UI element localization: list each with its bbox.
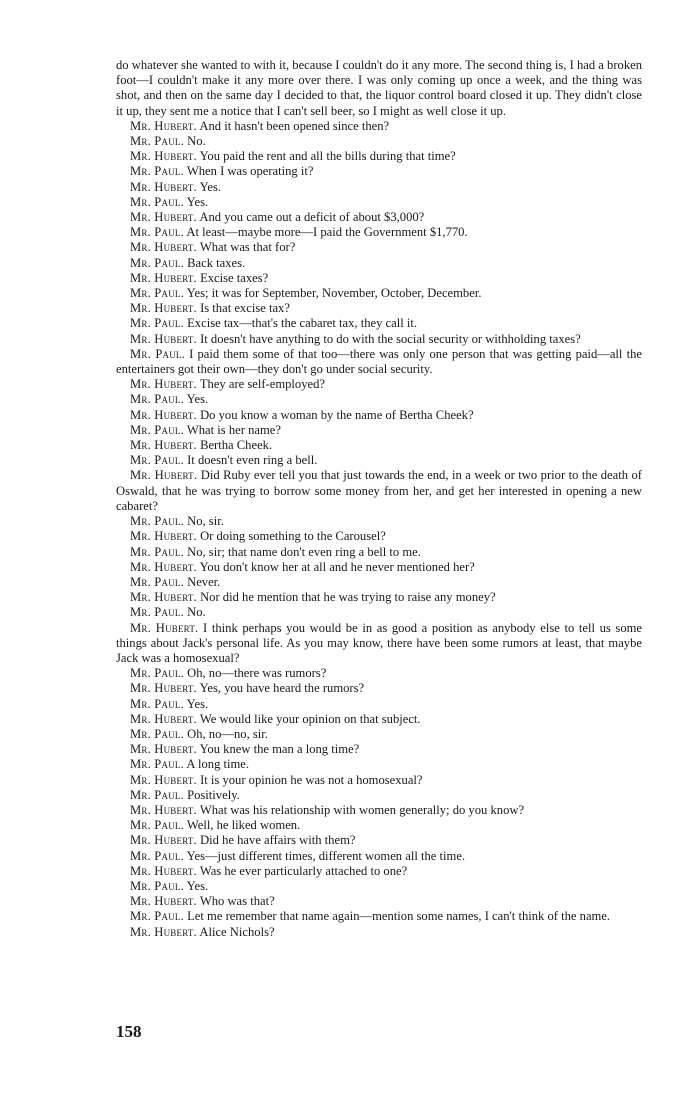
testimony-line	[116, 864, 642, 879]
testimony-text: Yes.	[186, 194, 209, 209]
testimony-text: Yes.	[199, 179, 222, 194]
speaker-label: Mr. Hubert.	[130, 802, 197, 817]
testimony-text: Bertha Cheek.	[200, 438, 273, 453]
speaker-label: Mr. Hubert.	[130, 179, 197, 194]
testimony-line	[116, 438, 642, 453]
testimony-line	[116, 316, 642, 331]
speaker-label: Mr. Paul.	[130, 666, 184, 681]
testimony-text: Did Ruby ever tell you that just towards the end, in a week or two prior to the death of Oswald, that he was trying to borrow some money from her, and get her interested in opening a new cabaret?	[116, 468, 642, 513]
testimony-text: No, sir.	[187, 514, 224, 529]
testimony-exchanges	[116, 119, 642, 940]
testimony-line	[116, 545, 642, 560]
speaker-label: Mr. Hubert.	[130, 240, 197, 255]
testimony-line	[116, 271, 642, 286]
testimony-line	[116, 818, 642, 833]
testimony-line	[116, 757, 642, 772]
speaker-label: Mr. Hubert.	[130, 301, 197, 316]
testimony-line	[116, 788, 642, 803]
testimony-line	[116, 453, 642, 468]
testimony-text: Yes.	[186, 878, 209, 893]
speaker-label: Mr. Hubert.	[130, 149, 197, 164]
testimony-text: Oh, no—there was rumors?	[187, 666, 327, 681]
testimony-text: And it hasn't been opened since then?	[199, 118, 390, 133]
testimony-line	[116, 164, 642, 179]
speaker-label: Mr. Paul.	[130, 194, 184, 209]
speaker-label: Mr. Hubert.	[130, 559, 197, 574]
testimony-text: No, sir; that name don't even ring a bell to me.	[187, 544, 421, 559]
testimony-text: No.	[187, 605, 206, 620]
speaker-label: Mr. Hubert.	[130, 681, 197, 696]
testimony-line	[116, 286, 642, 301]
testimony-line	[116, 256, 642, 271]
testimony-text: They are self-employed?	[199, 377, 326, 392]
testimony-line	[116, 742, 642, 757]
testimony-text: Or doing something to the Carousel?	[200, 529, 386, 544]
testimony-text: Do you know a woman by the name of Bertha Cheek?	[200, 407, 474, 422]
testimony-line	[116, 392, 642, 407]
testimony-line	[116, 240, 642, 255]
testimony-text: Positively.	[187, 787, 240, 802]
testimony-line	[116, 590, 642, 605]
speaker-label: Mr. Hubert.	[130, 863, 197, 878]
testimony-text: No.	[187, 134, 206, 149]
speaker-label: Mr. Paul.	[130, 909, 184, 924]
testimony-text: A long time.	[186, 757, 250, 772]
testimony-line	[116, 529, 642, 544]
testimony-line	[116, 149, 642, 164]
testimony-line	[116, 666, 642, 681]
testimony-text: When I was operating it?	[186, 164, 314, 179]
testimony-line	[116, 332, 642, 347]
testimony-text: Who was that?	[199, 894, 275, 909]
testimony-line	[116, 803, 642, 818]
speaker-label: Mr. Paul.	[130, 544, 184, 559]
speaker-label: Mr. Paul.	[130, 164, 184, 179]
testimony-line	[116, 195, 642, 210]
speaker-label: Mr. Hubert.	[130, 772, 197, 787]
speaker-label: Mr. Paul.	[130, 848, 184, 863]
testimony-text: You don't know her at all and he never mentioned her?	[199, 559, 475, 574]
testimony-line	[116, 925, 642, 940]
testimony-line	[116, 894, 642, 909]
testimony-text: Excise taxes?	[200, 270, 269, 285]
testimony-line	[116, 621, 642, 667]
testimony-text: It doesn't have anything to do with the social security or withholding taxes?	[200, 331, 581, 346]
speaker-label: Mr. Paul.	[130, 453, 184, 468]
testimony-text: What is her name?	[186, 422, 281, 437]
testimony-text: Well, he liked women.	[186, 818, 301, 833]
speaker-label: Mr. Paul.	[130, 696, 184, 711]
speaker-label: Mr. Paul.	[130, 225, 184, 240]
testimony-line	[116, 712, 642, 727]
testimony-text: You knew the man a long time?	[199, 742, 360, 757]
speaker-label: Mr. Paul.	[130, 286, 184, 301]
lead-paragraph: do whatever she wanted to with it, because I couldn't do it any more. The second thing is, I had a broken foot—I couldn't make it any more over there. I was only coming up once a week, and the thing was shot, and then on the same day I decided to that, the liquor control board closed it up. They didn't close it up, they sent me a notice that I can't sell beer, so I might as well close it up.	[116, 58, 642, 118]
speaker-label: Mr. Hubert.	[130, 468, 198, 483]
speaker-label: Mr. Paul.	[130, 574, 184, 589]
speaker-label: Mr. Paul.	[130, 392, 184, 407]
testimony-line	[116, 225, 642, 240]
testimony-text: Yes; it was for September, November, October, December.	[186, 286, 482, 301]
testimony-line	[116, 575, 642, 590]
testimony-line	[116, 301, 642, 316]
testimony-line	[116, 119, 642, 134]
testimony-text: Alice Nichols?	[199, 924, 275, 939]
speaker-label: Mr. Paul.	[130, 514, 184, 529]
testimony-text: You paid the rent and all the bills during that time?	[199, 149, 456, 164]
testimony-text: We would like your opinion on that subject.	[199, 711, 421, 726]
testimony-text: Excise tax—that's the cabaret tax, they call it.	[187, 316, 418, 331]
speaker-label: Mr. Hubert.	[130, 210, 197, 225]
testimony-line	[116, 347, 642, 377]
speaker-label: Mr. Hubert.	[130, 924, 197, 939]
speaker-label: Mr. Hubert.	[130, 894, 197, 909]
testimony-text: Oh, no—no, sir.	[187, 726, 268, 741]
speaker-label: Mr. Hubert.	[130, 529, 197, 544]
testimony-line	[116, 560, 642, 575]
testimony-line	[116, 377, 642, 392]
testimony-text: At least—maybe more—I paid the Government $1,770.	[186, 225, 468, 240]
testimony-line	[116, 134, 642, 149]
speaker-label: Mr. Hubert.	[130, 620, 199, 635]
testimony-text: Never.	[187, 574, 221, 589]
testimony-line	[116, 727, 642, 742]
testimony-text: I think perhaps you would be in as good a position as anybody else to tell us some things about Jack's personal life. As you may know, there have been some rumors at least, that maybe Jack was a homosexual?	[116, 620, 642, 665]
speaker-label: Mr. Hubert.	[130, 711, 197, 726]
testimony-line	[116, 468, 642, 514]
testimony-line	[116, 210, 642, 225]
speaker-label: Mr. Hubert.	[130, 331, 197, 346]
testimony-text: I paid them some of that too—there was only one person that was getting paid—all the entertainers got their own—they don't go under social security.	[116, 346, 642, 377]
testimony-line	[116, 423, 642, 438]
testimony-line	[116, 180, 642, 195]
speaker-label: Mr. Hubert.	[130, 590, 197, 605]
speaker-label: Mr. Hubert.	[130, 377, 197, 392]
page-number: 158	[116, 1022, 142, 1041]
testimony-text: And you came out a deficit of about $3,000?	[199, 210, 425, 225]
speaker-label: Mr. Paul.	[130, 134, 184, 149]
testimony-line	[116, 773, 642, 788]
testimony-line	[116, 514, 642, 529]
testimony-text: Is that excise tax?	[200, 301, 290, 316]
testimony-text: Yes, you have heard the rumors?	[199, 681, 365, 696]
testimony-line	[116, 909, 642, 924]
testimony-line	[116, 833, 642, 848]
speaker-label: Mr. Paul.	[130, 255, 184, 270]
speaker-label: Mr. Paul.	[130, 818, 184, 833]
testimony-text: It is your opinion he was not a homosexual?	[200, 772, 423, 787]
testimony-line	[116, 849, 642, 864]
testimony-text: Yes.	[186, 392, 209, 407]
speaker-label: Mr. Hubert.	[130, 438, 197, 453]
testimony-line	[116, 697, 642, 712]
testimony-line	[116, 408, 642, 423]
transcript-page	[116, 58, 642, 940]
testimony-text: Let me remember that name again—mention some names, I can't think of the name.	[187, 909, 611, 924]
testimony-text: Yes—just different times, different women all the time.	[186, 848, 466, 863]
speaker-label: Mr. Paul.	[130, 346, 185, 361]
speaker-label: Mr. Paul.	[130, 726, 184, 741]
speaker-label: Mr. Hubert.	[130, 118, 197, 133]
testimony-text: Back taxes.	[187, 255, 246, 270]
speaker-label: Mr. Paul.	[130, 787, 184, 802]
testimony-text: Yes.	[186, 696, 209, 711]
testimony-line	[116, 681, 642, 696]
testimony-text: It doesn't even ring a bell.	[187, 453, 318, 468]
speaker-label: Mr. Paul.	[130, 878, 184, 893]
speaker-label: Mr. Hubert.	[130, 407, 197, 422]
testimony-text: What was that for?	[199, 240, 296, 255]
speaker-label: Mr. Paul.	[130, 316, 184, 331]
speaker-label: Mr. Paul.	[130, 422, 184, 437]
speaker-label: Mr. Hubert.	[130, 833, 197, 848]
testimony-line	[116, 879, 642, 894]
testimony-text: What was his relationship with women generally; do you know?	[199, 802, 525, 817]
speaker-label: Mr. Hubert.	[130, 742, 197, 757]
speaker-label: Mr. Hubert.	[130, 270, 197, 285]
testimony-text: Did he have affairs with them?	[200, 833, 356, 848]
speaker-label: Mr. Paul.	[130, 757, 184, 772]
testimony-text: Was he ever particularly attached to one?	[199, 863, 408, 878]
speaker-label: Mr. Paul.	[130, 605, 184, 620]
testimony-line	[116, 605, 642, 620]
testimony-text: Nor did he mention that he was trying to raise any money?	[200, 590, 496, 605]
